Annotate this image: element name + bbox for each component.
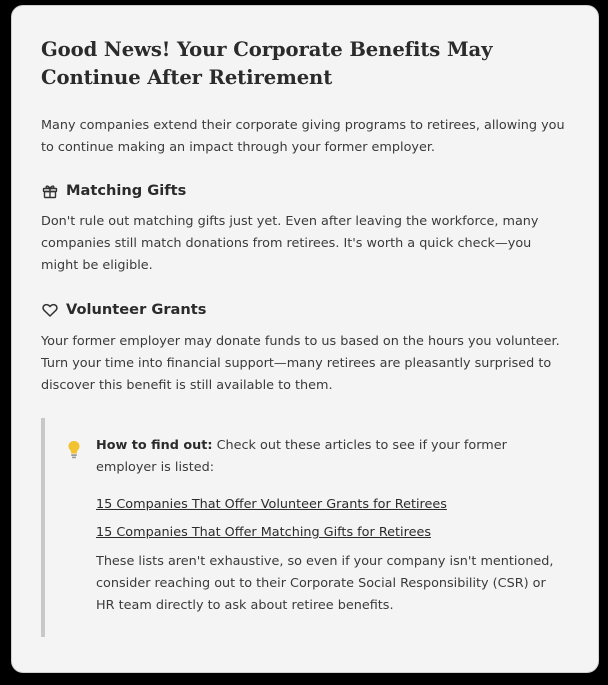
- volunteer-grants-article-link[interactable]: 15 Companies That Offer Volunteer Grants for Retirees: [96, 497, 447, 512]
- callout-note: These lists aren't exhaustive, so even if your company isn't mentioned, consider reaching out to their Corporate Social Responsibility (CSR) or HR team directly to ask about retiree benefits.: [96, 554, 554, 613]
- gift-icon: [41, 182, 59, 200]
- how-to-find-out-label: How to find out:: [96, 438, 213, 453]
- matching-gifts-title: Matching Gifts: [66, 182, 187, 199]
- lightbulb-icon: [67, 440, 81, 460]
- intro-text: Many companies extend their corporate giving programs to retirees, allowing you to continue making an impact through your former employer.: [41, 118, 565, 155]
- volunteer-grants-title: Volunteer Grants: [66, 301, 207, 318]
- card-title: Good News! Your Corporate Benefits May Continue After Retirement: [41, 38, 493, 89]
- matching-gifts-text: Don't rule out matching gifts just yet. Even after leaving the workforce, many companies still match donations from retirees. It's worth a quick check—you might be eligible.: [41, 214, 539, 273]
- matching-gifts-heading: [41, 180, 570, 202]
- benefits-card: [11, 5, 599, 673]
- volunteer-grants-text: Your former employer may donate funds to us based on the hours you volunteer. Turn your time into financial support—many retirees are pleasantly surprised to discover this benefit is still available to them.: [41, 334, 560, 393]
- matching-gifts-article-link[interactable]: 15 Companies That Offer Matching Gifts for Retirees: [96, 525, 431, 540]
- volunteer-grants-heading: [41, 299, 570, 321]
- how-to-find-out-text: [96, 435, 566, 479]
- how-to-find-out-callout: [41, 418, 570, 637]
- how-to-find-out-description: Check out these articles to see if your former employer is listed:: [96, 438, 507, 475]
- article-links: [96, 494, 566, 544]
- heart-icon: [41, 301, 59, 319]
